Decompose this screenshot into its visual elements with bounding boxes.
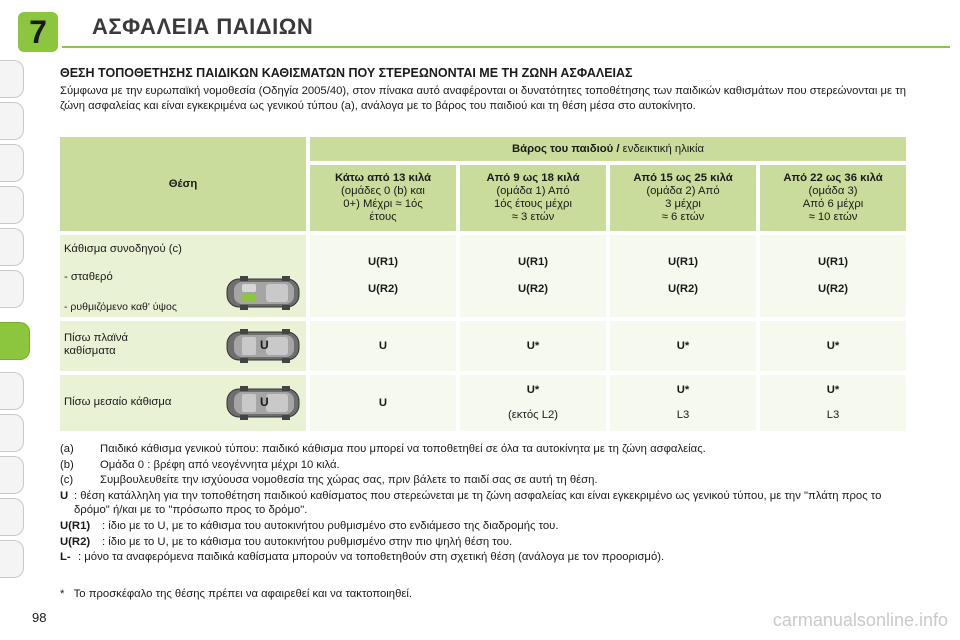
chapter-tab[interactable] — [0, 270, 24, 308]
column-header-bold: Από 9 ως 18 κιλά — [486, 172, 580, 184]
chapter-tab[interactable] — [0, 60, 24, 98]
weight-header-bold: Βάρος του παιδιού / — [512, 142, 620, 155]
column-header-line: 1ός έτους μέχρι — [494, 198, 572, 210]
cell-subvalue: L3 — [826, 409, 840, 421]
note-key: (c) — [60, 474, 74, 487]
chapter-tab[interactable] — [0, 372, 24, 410]
column-header-bold: Από 22 ως 36 κιλά — [783, 172, 883, 184]
car-seat-position-icon — [226, 275, 302, 311]
note-text: Παιδικό κάθισμα γενικού τύπου: παιδικό κάθισμα που μπορεί να τοποθετηθεί σε όλα τα αυτοκίνητα με τη ζώνη ασφαλείας. — [100, 443, 706, 455]
cell-value: U* — [526, 384, 540, 396]
note-ur2 — [60, 535, 920, 549]
cell-value: U(R1) — [517, 256, 549, 268]
intro-paragraph: Σύμφωνα με την ευρωπαϊκή νομοθεσία (Οδηγία 2005/40), στον πίνακα αυτό αναφέρονται οι δυνατότητες τοποθέτησης των παιδικών καθισμάτων που στερεώνονται με τη ζώνη ασφαλείας και είναι εγκεκριμένα ως γενικού τύπου (a), ανάλογα με το βάρος του παιδιού και τη θέση μέσα στο αυτοκίνητο. — [60, 85, 906, 112]
cell-value: U* — [676, 384, 690, 396]
cell-rear-side-col3: U* — [610, 321, 756, 371]
row-label-rear-side — [60, 321, 306, 371]
cell-passenger-col2 — [460, 235, 606, 317]
chapter-tab[interactable] — [0, 186, 24, 224]
column-header-9-18 — [460, 165, 606, 231]
cell-subvalue: L3 — [676, 409, 690, 421]
note-key: (a) — [60, 443, 74, 455]
note-key: (b) — [60, 458, 74, 471]
passenger-seat-title: Κάθισμα συνοδηγού (c) — [64, 243, 182, 255]
header-divider — [62, 46, 950, 48]
cell-passenger-col3 — [610, 235, 756, 317]
column-header-line: 3 μέχρι — [665, 198, 701, 210]
note-a — [60, 442, 920, 456]
note-text: : ίδιο με το U, με το κάθισμα του αυτοκινήτου ρυθμισμένο στο ενδιάμεσο της διαδρομής του. — [102, 520, 559, 533]
cell-rear-center-col4 — [760, 375, 906, 431]
cell-subvalue: (εκτός L2) — [507, 409, 559, 421]
chapter-tab[interactable] — [0, 414, 24, 452]
cell-value: U(R2) — [817, 283, 849, 295]
cell-rear-center-col2 — [460, 375, 606, 431]
column-header-line: έτους — [369, 211, 397, 223]
note-key: U(R2) — [60, 535, 91, 548]
weight-header — [310, 137, 906, 161]
chapter-tab[interactable] — [0, 144, 24, 182]
column-header-line: ≈ 6 ετών — [661, 211, 705, 223]
cell-rear-side-col1: U — [310, 321, 456, 371]
column-header-line: (ομάδα 2) Από — [646, 185, 720, 197]
chapter-tab-active[interactable] — [0, 322, 30, 360]
cell-rear-center-col1: U — [310, 375, 456, 431]
row-label-rear-center — [60, 375, 306, 431]
passenger-seat-fixed: - σταθερό — [64, 271, 113, 283]
chapter-tab[interactable] — [0, 498, 24, 536]
cell-rear-side-col2: U* — [460, 321, 606, 371]
note-l — [60, 550, 920, 564]
column-header-line: ≈ 3 ετών — [511, 211, 555, 223]
chapter-tab[interactable] — [0, 228, 24, 266]
cell-value: U(R1) — [667, 256, 699, 268]
rear-side-title-line2: καθίσματα — [64, 345, 116, 357]
column-header-bold: Κάτω από 13 κιλά — [334, 172, 432, 184]
section-title: ΘΕΣΗ ΤΟΠΟΘΕΤΗΣΗΣ ΠΑΙΔΙΚΩΝ ΚΑΘΙΣΜΑΤΩΝ ΠΟΥ ΣΤΕΡΕΩΝΟΝΤΑΙ ΜΕ ΤΗ ΖΩΝΗ ΑΣΦΑΛΕΙΑΣ — [60, 66, 633, 80]
cell-rear-side-col4: U* — [760, 321, 906, 371]
note-ur1 — [60, 519, 920, 533]
note-text: : θέση κατάλληλη για την τοποθέτηση παιδικού καθίσματος που στερεώνεται με τη ζώνη ασφαλείας και είναι εγκεκριμένο ως γενικού τύπου, με την "πλάτη προς το δρόμο" ή/και με το "πρόσωπο προς το δρόμο". — [74, 490, 882, 517]
cell-value: U(R2) — [667, 283, 699, 295]
column-header-under-13 — [310, 165, 456, 231]
chapter-tab[interactable] — [0, 102, 24, 140]
chapter-number-badge: 7 — [18, 12, 58, 52]
cell-value: U(R1) — [817, 256, 849, 268]
note-key: L- — [60, 551, 71, 564]
watermark: carmanualsonline.info — [772, 610, 948, 630]
passenger-seat-adjustable: - ρυθμιζόμενο καθ' ύψος — [64, 301, 177, 313]
cell-value: U* — [826, 384, 840, 396]
weight-header-normal: ενδεικτική ηλικία — [619, 142, 704, 155]
chapter-tab-strip — [0, 0, 28, 640]
cell-passenger-col1 — [310, 235, 456, 317]
column-header-line: Από 6 μέχρι — [802, 198, 864, 210]
note-key: U(R1) — [60, 520, 91, 533]
note-text: Συμβουλευθείτε την ισχύουσα νομοθεσία της χώρας σας, πριν βάλετε το παιδί σας σε αυτή τη θέση. — [100, 474, 598, 487]
column-header-line: 0+) Μέχρι ≈ 1ός — [343, 198, 423, 210]
chapter-tab[interactable] — [0, 456, 24, 494]
note-b — [60, 458, 920, 472]
position-header: Θέση — [60, 137, 306, 231]
cell-value: U(R2) — [367, 283, 399, 295]
column-header-line: (ομάδες 0 (b) και — [341, 185, 425, 197]
footnote: * Το προσκέφαλο της θέσης πρέπει να αφαιρεθεί και να τακτοποιηθεί. — [60, 588, 413, 600]
cell-value: U(R1) — [367, 256, 399, 268]
note-u — [60, 489, 920, 517]
car-mark-u: U — [260, 338, 269, 352]
legend-notes — [60, 442, 920, 566]
column-header-22-36 — [760, 165, 906, 231]
note-text: Ομάδα 0 : βρέφη από νεογέννητα μέχρι 10 κιλά. — [100, 458, 340, 471]
column-header-bold: Από 15 ως 25 κιλά — [633, 172, 733, 184]
column-header-line: (ομάδα 3) — [808, 185, 858, 197]
note-c — [60, 473, 920, 487]
chapter-title: ΑΣΦΑΛΕΙΑ ΠΑΙΔΙΩΝ — [92, 14, 314, 39]
note-text: : ίδιο με το U, με το κάθισμα του αυτοκινήτου ρυθμισμένο στην πιο ψηλή θέση του. — [102, 535, 513, 548]
note-text: : μόνο τα αναφερόμενα παιδικά καθίσματα μπορούν να τοποθετηθούν στη σχετική θέση (ανάλογα με τον προορισμό). — [78, 551, 665, 564]
column-header-15-25 — [610, 165, 756, 231]
note-key: U — [60, 490, 69, 503]
column-header-line: (ομάδα 1) Από — [496, 185, 570, 197]
page-number: 98 — [32, 610, 47, 625]
car-mark-u: U — [260, 395, 269, 409]
column-header-line: ≈ 10 ετών — [808, 211, 858, 223]
rear-side-title-line1: Πίσω πλαϊνά — [64, 332, 129, 344]
row-label-passenger-seat — [60, 235, 306, 317]
chapter-tab[interactable] — [0, 540, 24, 578]
cell-value: U(R2) — [517, 283, 549, 295]
rear-center-title: Πίσω μεσαίο κάθισμα — [64, 396, 172, 408]
cell-passenger-col4 — [760, 235, 906, 317]
cell-rear-center-col3 — [610, 375, 756, 431]
